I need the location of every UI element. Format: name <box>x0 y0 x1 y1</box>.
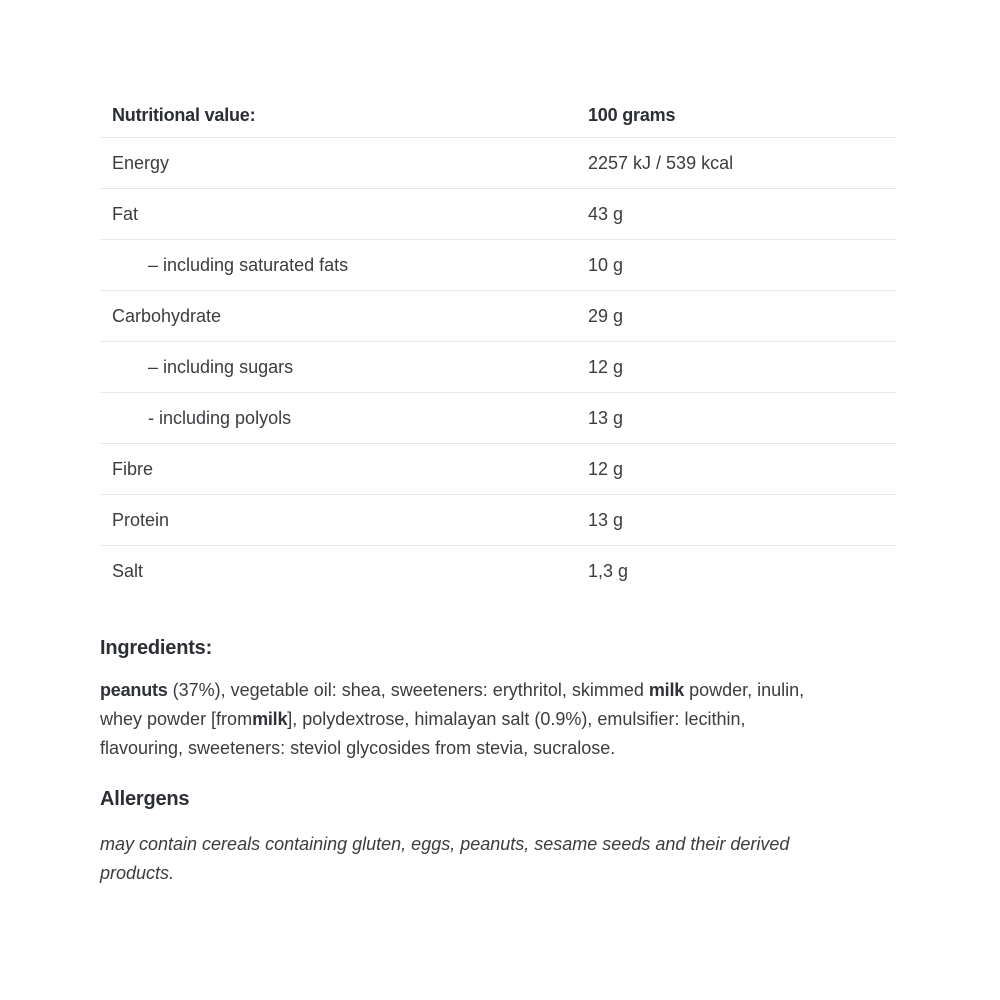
row-value: 12 g <box>588 458 624 479</box>
nutrition-table-header-value: 100 grams <box>588 104 676 125</box>
allergens-text <box>100 830 896 888</box>
row-label: Energy <box>112 152 170 173</box>
table-row-sugars <box>100 342 896 393</box>
ingredients-line-1: peanuts (37%), vegetable oil: shea, sweeteners: erythritol, skimmed milk powder, inulin, <box>100 680 805 700</box>
allergens-line-1: may contain cereals containing gluten, eggs, peanuts, sesame seeds and their derived <box>100 834 790 854</box>
row-label: Fat <box>112 203 139 224</box>
table-row-carbohydrate <box>100 291 896 342</box>
table-row-fat <box>100 189 896 240</box>
table-row-fibre <box>100 444 896 495</box>
table-row-energy <box>100 138 896 189</box>
row-value: 13 g <box>588 509 624 530</box>
table-row-saturated-fats <box>100 240 896 291</box>
table-row-polyols <box>100 393 896 444</box>
nutrition-table-header-label: Nutritional value: <box>112 104 256 125</box>
allergens-line-2: products. <box>100 863 175 883</box>
allergens-heading: Allergens <box>100 788 190 810</box>
row-label: – including sugars <box>148 356 294 377</box>
table-row-protein <box>100 495 896 546</box>
row-label: – including saturated fats <box>148 254 349 275</box>
row-value: 10 g <box>588 254 624 275</box>
row-value: 29 g <box>588 305 624 326</box>
ingredients-line-3: flavouring, sweeteners: steviol glycosides from stevia, sucralose. <box>100 738 616 758</box>
row-value: 13 g <box>588 407 624 428</box>
row-label: Carbohydrate <box>112 305 222 326</box>
row-value: 12 g <box>588 356 624 377</box>
ingredients-heading: Ingredients: <box>100 637 213 659</box>
row-label: Fibre <box>112 458 154 479</box>
row-label: Protein <box>112 509 170 530</box>
row-label: Salt <box>112 561 144 581</box>
row-label: - including polyols <box>148 407 292 428</box>
nutrition-table <box>100 93 896 597</box>
table-row-salt <box>100 546 896 597</box>
ingredients-line-2: whey powder [frommilk], polydextrose, himalayan salt (0.9%), emulsifier: lecithin, <box>100 709 746 729</box>
nutrition-table-header-row <box>100 93 896 138</box>
ingredients-text <box>100 676 896 763</box>
nutrition-info-section <box>100 93 896 888</box>
row-value: 2257 kJ / 539 kcal <box>588 152 734 173</box>
row-value: 1,3 g <box>588 561 629 581</box>
row-value: 43 g <box>588 203 624 224</box>
